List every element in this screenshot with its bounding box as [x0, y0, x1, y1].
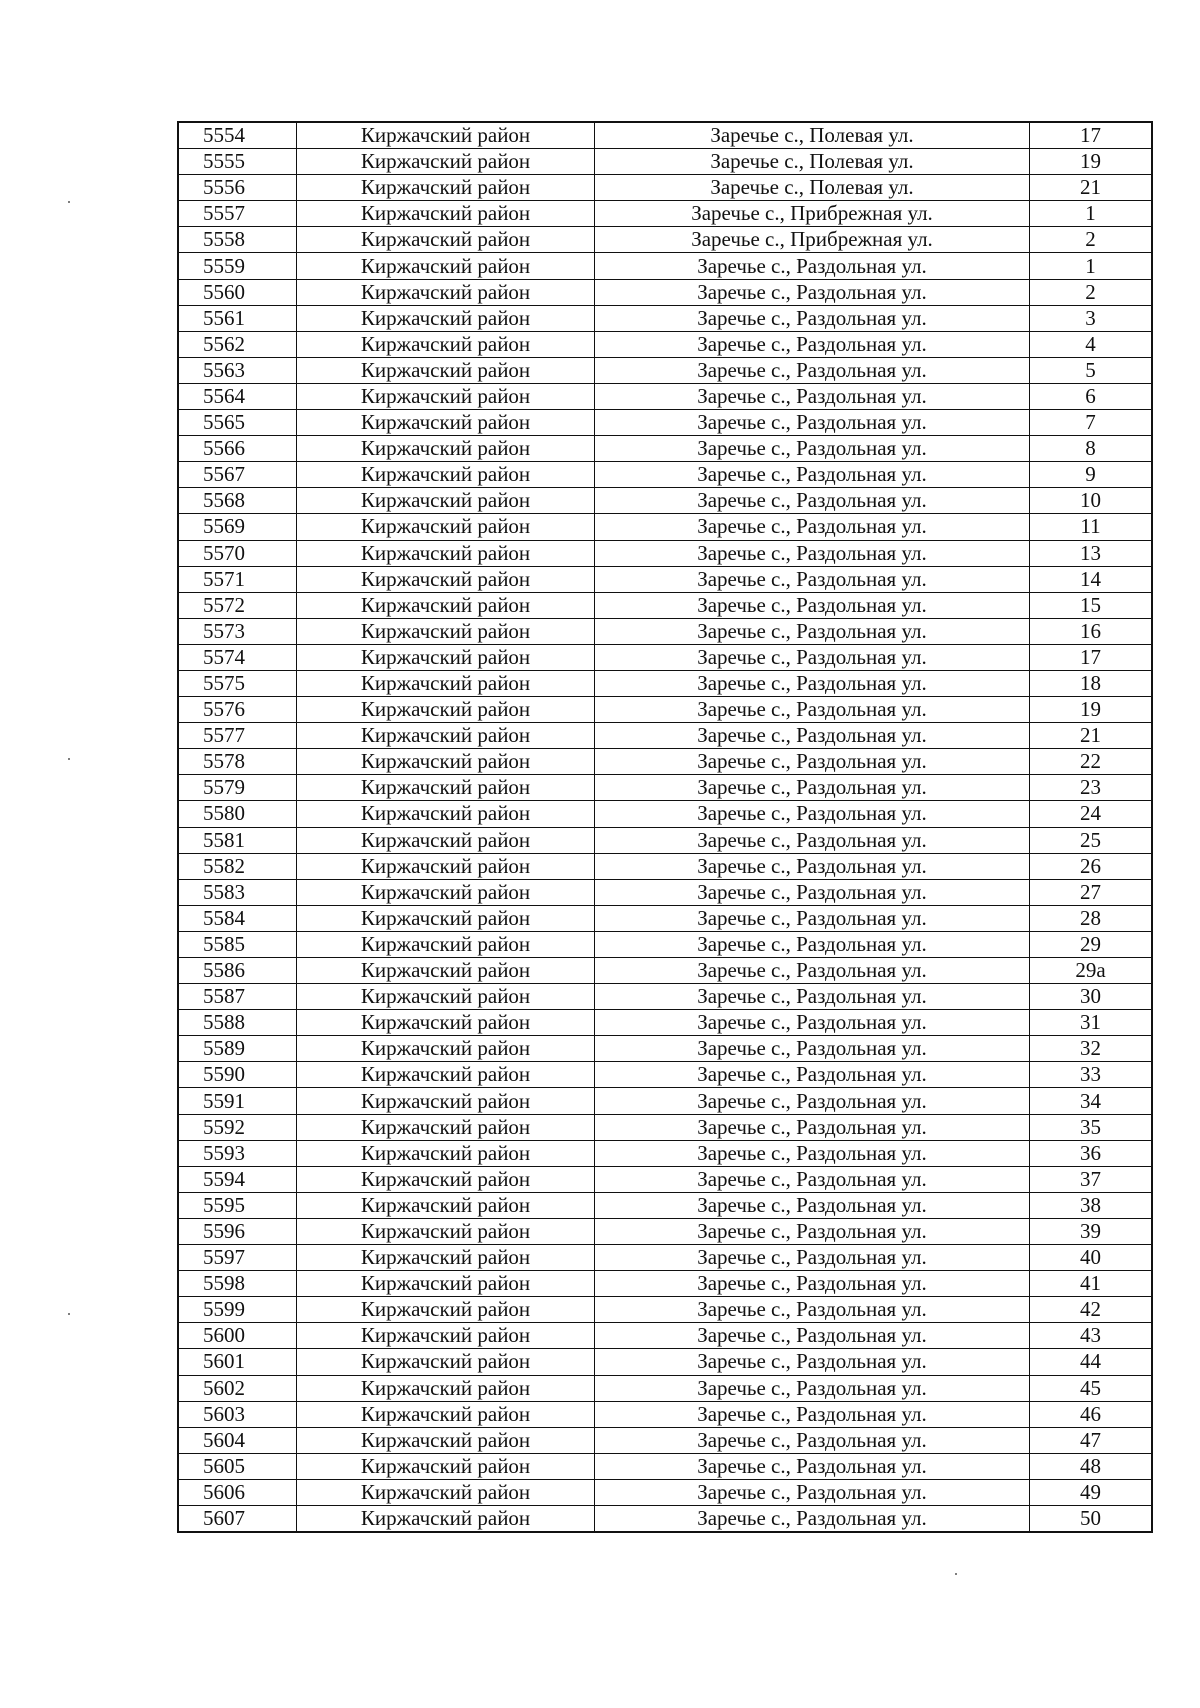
table-row — [178, 1297, 1152, 1323]
district-cell: Киржачский район — [297, 1218, 595, 1244]
row-number-cell: 5577 — [178, 723, 297, 749]
house-number-cell: 43 — [1030, 1323, 1153, 1349]
table-row — [178, 566, 1152, 592]
house-number-cell: 17 — [1030, 644, 1153, 670]
table-row — [178, 670, 1152, 696]
district-cell: Киржачский район — [297, 1375, 595, 1401]
row-number-cell: 5559 — [178, 253, 297, 279]
address-cell: Заречье с., Раздольная ул. — [595, 1297, 1030, 1323]
house-number-cell: 22 — [1030, 749, 1153, 775]
house-number-cell: 49 — [1030, 1479, 1153, 1505]
house-number-cell: 3 — [1030, 305, 1153, 331]
house-number-cell: 28 — [1030, 905, 1153, 931]
address-cell: Заречье с., Раздольная ул. — [595, 592, 1030, 618]
address-cell: Заречье с., Раздольная ул. — [595, 931, 1030, 957]
district-cell: Киржачский район — [297, 253, 595, 279]
house-number-cell: 21 — [1030, 175, 1153, 201]
address-cell: Заречье с., Полевая ул. — [595, 175, 1030, 201]
address-cell: Заречье с., Раздольная ул. — [595, 958, 1030, 984]
table-row — [178, 749, 1152, 775]
row-number-cell: 5591 — [178, 1088, 297, 1114]
row-number-cell: 5587 — [178, 984, 297, 1010]
district-cell: Киржачский район — [297, 801, 595, 827]
table-row — [178, 984, 1152, 1010]
house-number-cell: 19 — [1030, 149, 1153, 175]
row-number-cell: 5561 — [178, 305, 297, 331]
house-number-cell: 8 — [1030, 436, 1153, 462]
table-row — [178, 1036, 1152, 1062]
address-cell: Заречье с., Раздольная ул. — [595, 1010, 1030, 1036]
house-number-cell: 29а — [1030, 958, 1153, 984]
district-cell: Киржачский район — [297, 1036, 595, 1062]
table-row — [178, 1505, 1152, 1532]
house-number-cell: 48 — [1030, 1453, 1153, 1479]
house-number-cell: 45 — [1030, 1375, 1153, 1401]
table-row — [178, 1427, 1152, 1453]
row-number-cell: 5580 — [178, 801, 297, 827]
house-number-cell: 33 — [1030, 1062, 1153, 1088]
table-row — [178, 1323, 1152, 1349]
district-cell: Киржачский район — [297, 175, 595, 201]
row-number-cell: 5578 — [178, 749, 297, 775]
address-cell: Заречье с., Раздольная ул. — [595, 514, 1030, 540]
district-cell: Киржачский район — [297, 201, 595, 227]
district-cell: Киржачский район — [297, 1427, 595, 1453]
house-number-cell: 15 — [1030, 592, 1153, 618]
table-row — [178, 723, 1152, 749]
house-number-cell: 9 — [1030, 462, 1153, 488]
table-row — [178, 279, 1152, 305]
table-row — [178, 1114, 1152, 1140]
house-number-cell: 10 — [1030, 488, 1153, 514]
row-number-cell: 5573 — [178, 618, 297, 644]
address-cell: Заречье с., Раздольная ул. — [595, 1192, 1030, 1218]
district-cell: Киржачский район — [297, 879, 595, 905]
address-cell: Заречье с., Раздольная ул. — [595, 984, 1030, 1010]
house-number-cell: 35 — [1030, 1114, 1153, 1140]
address-table — [177, 121, 1153, 1533]
table-row — [178, 175, 1152, 201]
row-number-cell: 5579 — [178, 775, 297, 801]
house-number-cell: 32 — [1030, 1036, 1153, 1062]
scan-speck — [68, 1313, 70, 1315]
row-number-cell: 5586 — [178, 958, 297, 984]
district-cell: Киржачский район — [297, 1505, 595, 1532]
district-cell: Киржачский район — [297, 984, 595, 1010]
house-number-cell: 21 — [1030, 723, 1153, 749]
table-row — [178, 905, 1152, 931]
address-cell: Заречье с., Раздольная ул. — [595, 1375, 1030, 1401]
table-row — [178, 1349, 1152, 1375]
district-cell: Киржачский район — [297, 305, 595, 331]
table-row — [178, 462, 1152, 488]
district-cell: Киржачский район — [297, 331, 595, 357]
house-number-cell: 5 — [1030, 357, 1153, 383]
district-cell: Киржачский район — [297, 644, 595, 670]
address-cell: Заречье с., Раздольная ул. — [595, 305, 1030, 331]
district-cell: Киржачский район — [297, 1323, 595, 1349]
house-number-cell: 16 — [1030, 618, 1153, 644]
row-number-cell: 5604 — [178, 1427, 297, 1453]
district-cell: Киржачский район — [297, 383, 595, 409]
address-cell: Заречье с., Раздольная ул. — [595, 1166, 1030, 1192]
house-number-cell: 50 — [1030, 1505, 1153, 1532]
row-number-cell: 5571 — [178, 566, 297, 592]
address-cell: Заречье с., Полевая ул. — [595, 149, 1030, 175]
address-cell: Заречье с., Раздольная ул. — [595, 1245, 1030, 1271]
table-row — [178, 853, 1152, 879]
row-number-cell: 5557 — [178, 201, 297, 227]
row-number-cell: 5607 — [178, 1505, 297, 1532]
address-cell: Заречье с., Раздольная ул. — [595, 1401, 1030, 1427]
district-cell: Киржачский район — [297, 1245, 595, 1271]
house-number-cell: 6 — [1030, 383, 1153, 409]
house-number-cell: 23 — [1030, 775, 1153, 801]
row-number-cell: 5606 — [178, 1479, 297, 1505]
table-row — [178, 592, 1152, 618]
house-number-cell: 36 — [1030, 1140, 1153, 1166]
house-number-cell: 44 — [1030, 1349, 1153, 1375]
house-number-cell: 29 — [1030, 931, 1153, 957]
district-cell: Киржачский район — [297, 749, 595, 775]
table-row — [178, 931, 1152, 957]
table-row — [178, 1140, 1152, 1166]
table-row — [178, 1375, 1152, 1401]
house-number-cell: 25 — [1030, 827, 1153, 853]
row-number-cell: 5556 — [178, 175, 297, 201]
row-number-cell: 5576 — [178, 697, 297, 723]
row-number-cell: 5562 — [178, 331, 297, 357]
address-cell: Заречье с., Раздольная ул. — [595, 1114, 1030, 1140]
address-cell: Заречье с., Полевая ул. — [595, 122, 1030, 149]
house-number-cell: 18 — [1030, 670, 1153, 696]
address-cell: Заречье с., Раздольная ул. — [595, 775, 1030, 801]
row-number-cell: 5601 — [178, 1349, 297, 1375]
scan-speck — [68, 758, 70, 760]
table-row — [178, 1218, 1152, 1244]
row-number-cell: 5583 — [178, 879, 297, 905]
district-cell: Киржачский район — [297, 1349, 595, 1375]
address-cell: Заречье с., Раздольная ул. — [595, 1218, 1030, 1244]
table-row — [178, 1245, 1152, 1271]
table-row — [178, 1062, 1152, 1088]
district-cell: Киржачский район — [297, 410, 595, 436]
address-cell: Заречье с., Раздольная ул. — [595, 879, 1030, 905]
address-cell: Заречье с., Раздольная ул. — [595, 827, 1030, 853]
row-number-cell: 5568 — [178, 488, 297, 514]
address-cell: Заречье с., Раздольная ул. — [595, 566, 1030, 592]
address-cell: Заречье с., Раздольная ул. — [595, 1140, 1030, 1166]
row-number-cell: 5592 — [178, 1114, 297, 1140]
address-cell: Заречье с., Раздольная ул. — [595, 905, 1030, 931]
table-row — [178, 514, 1152, 540]
district-cell: Киржачский район — [297, 1062, 595, 1088]
address-cell: Заречье с., Раздольная ул. — [595, 618, 1030, 644]
house-number-cell: 1 — [1030, 253, 1153, 279]
address-cell: Заречье с., Раздольная ул. — [595, 1427, 1030, 1453]
district-cell: Киржачский район — [297, 1297, 595, 1323]
row-number-cell: 5582 — [178, 853, 297, 879]
address-cell: Заречье с., Раздольная ул. — [595, 1036, 1030, 1062]
row-number-cell: 5597 — [178, 1245, 297, 1271]
table-row — [178, 644, 1152, 670]
address-cell: Заречье с., Раздольная ул. — [595, 331, 1030, 357]
address-cell: Заречье с., Раздольная ул. — [595, 670, 1030, 696]
house-number-cell: 2 — [1030, 227, 1153, 253]
district-cell: Киржачский район — [297, 1114, 595, 1140]
row-number-cell: 5574 — [178, 644, 297, 670]
house-number-cell: 19 — [1030, 697, 1153, 723]
district-cell: Киржачский район — [297, 1166, 595, 1192]
row-number-cell: 5558 — [178, 227, 297, 253]
address-cell: Заречье с., Прибрежная ул. — [595, 201, 1030, 227]
table-row — [178, 305, 1152, 331]
house-number-cell: 40 — [1030, 1245, 1153, 1271]
address-cell: Заречье с., Раздольная ул. — [595, 1479, 1030, 1505]
table-row — [178, 253, 1152, 279]
table-row — [178, 227, 1152, 253]
house-number-cell: 37 — [1030, 1166, 1153, 1192]
district-cell: Киржачский район — [297, 462, 595, 488]
district-cell: Киржачский район — [297, 488, 595, 514]
district-cell: Киржачский район — [297, 827, 595, 853]
table-row — [178, 540, 1152, 566]
row-number-cell: 5555 — [178, 149, 297, 175]
address-cell: Заречье с., Раздольная ул. — [595, 488, 1030, 514]
row-number-cell: 5567 — [178, 462, 297, 488]
table-row — [178, 383, 1152, 409]
row-number-cell: 5594 — [178, 1166, 297, 1192]
house-number-cell: 27 — [1030, 879, 1153, 905]
house-number-cell: 7 — [1030, 410, 1153, 436]
row-number-cell: 5593 — [178, 1140, 297, 1166]
house-number-cell: 31 — [1030, 1010, 1153, 1036]
house-number-cell: 4 — [1030, 331, 1153, 357]
district-cell: Киржачский район — [297, 1401, 595, 1427]
address-cell: Заречье с., Раздольная ул. — [595, 383, 1030, 409]
district-cell: Киржачский район — [297, 1453, 595, 1479]
table-row — [178, 1271, 1152, 1297]
table-row — [178, 331, 1152, 357]
table-row — [178, 357, 1152, 383]
table-row — [178, 201, 1152, 227]
table-row — [178, 149, 1152, 175]
address-cell: Заречье с., Раздольная ул. — [595, 462, 1030, 488]
table-row — [178, 879, 1152, 905]
district-cell: Киржачский район — [297, 905, 595, 931]
district-cell: Киржачский район — [297, 357, 595, 383]
house-number-cell: 34 — [1030, 1088, 1153, 1114]
district-cell: Киржачский район — [297, 149, 595, 175]
address-cell: Заречье с., Раздольная ул. — [595, 853, 1030, 879]
address-cell: Заречье с., Раздольная ул. — [595, 644, 1030, 670]
scan-speck — [955, 1573, 957, 1575]
row-number-cell: 5564 — [178, 383, 297, 409]
row-number-cell: 5563 — [178, 357, 297, 383]
district-cell: Киржачский район — [297, 1271, 595, 1297]
row-number-cell: 5575 — [178, 670, 297, 696]
district-cell: Киржачский район — [297, 1479, 595, 1505]
row-number-cell: 5554 — [178, 122, 297, 149]
house-number-cell: 13 — [1030, 540, 1153, 566]
district-cell: Киржачский район — [297, 931, 595, 957]
house-number-cell: 11 — [1030, 514, 1153, 540]
table-row — [178, 1401, 1152, 1427]
row-number-cell: 5590 — [178, 1062, 297, 1088]
table-row — [178, 1088, 1152, 1114]
address-cell: Заречье с., Раздольная ул. — [595, 436, 1030, 462]
row-number-cell: 5595 — [178, 1192, 297, 1218]
address-cell: Заречье с., Раздольная ул. — [595, 1453, 1030, 1479]
house-number-cell: 14 — [1030, 566, 1153, 592]
district-cell: Киржачский район — [297, 540, 595, 566]
row-number-cell: 5566 — [178, 436, 297, 462]
table-row — [178, 618, 1152, 644]
table-row — [178, 1166, 1152, 1192]
house-number-cell: 39 — [1030, 1218, 1153, 1244]
table-row — [178, 1453, 1152, 1479]
row-number-cell: 5603 — [178, 1401, 297, 1427]
row-number-cell: 5596 — [178, 1218, 297, 1244]
row-number-cell: 5565 — [178, 410, 297, 436]
row-number-cell: 5581 — [178, 827, 297, 853]
house-number-cell: 30 — [1030, 984, 1153, 1010]
row-number-cell: 5588 — [178, 1010, 297, 1036]
district-cell: Киржачский район — [297, 697, 595, 723]
table-row — [178, 827, 1152, 853]
address-cell: Заречье с., Раздольная ул. — [595, 801, 1030, 827]
address-cell: Заречье с., Раздольная ул. — [595, 540, 1030, 566]
table-row — [178, 801, 1152, 827]
address-cell: Заречье с., Раздольная ул. — [595, 253, 1030, 279]
house-number-cell: 26 — [1030, 853, 1153, 879]
district-cell: Киржачский район — [297, 566, 595, 592]
house-number-cell: 1 — [1030, 201, 1153, 227]
address-cell: Заречье с., Раздольная ул. — [595, 1271, 1030, 1297]
district-cell: Киржачский район — [297, 1140, 595, 1166]
table-row — [178, 958, 1152, 984]
table-row — [178, 775, 1152, 801]
district-cell: Киржачский район — [297, 122, 595, 149]
row-number-cell: 5569 — [178, 514, 297, 540]
district-cell: Киржачский район — [297, 1088, 595, 1114]
district-cell: Киржачский район — [297, 279, 595, 305]
row-number-cell: 5589 — [178, 1036, 297, 1062]
district-cell: Киржачский район — [297, 775, 595, 801]
row-number-cell: 5585 — [178, 931, 297, 957]
table-row — [178, 410, 1152, 436]
district-cell: Киржачский район — [297, 618, 595, 644]
table-row — [178, 436, 1152, 462]
row-number-cell: 5602 — [178, 1375, 297, 1401]
table-row — [178, 1192, 1152, 1218]
row-number-cell: 5570 — [178, 540, 297, 566]
house-number-cell: 41 — [1030, 1271, 1153, 1297]
district-cell: Киржачский район — [297, 853, 595, 879]
house-number-cell: 2 — [1030, 279, 1153, 305]
house-number-cell: 24 — [1030, 801, 1153, 827]
house-number-cell: 38 — [1030, 1192, 1153, 1218]
house-number-cell: 17 — [1030, 122, 1153, 149]
district-cell: Киржачский район — [297, 592, 595, 618]
district-cell: Киржачский район — [297, 670, 595, 696]
house-number-cell: 46 — [1030, 1401, 1153, 1427]
address-cell: Заречье с., Раздольная ул. — [595, 279, 1030, 305]
house-number-cell: 42 — [1030, 1297, 1153, 1323]
house-number-cell: 47 — [1030, 1427, 1153, 1453]
district-cell: Киржачский район — [297, 1192, 595, 1218]
row-number-cell: 5560 — [178, 279, 297, 305]
address-cell: Заречье с., Прибрежная ул. — [595, 227, 1030, 253]
address-cell: Заречье с., Раздольная ул. — [595, 357, 1030, 383]
table-row — [178, 1479, 1152, 1505]
district-cell: Киржачский район — [297, 1010, 595, 1036]
table-row — [178, 488, 1152, 514]
district-cell: Киржачский район — [297, 958, 595, 984]
address-cell: Заречье с., Раздольная ул. — [595, 410, 1030, 436]
address-cell: Заречье с., Раздольная ул. — [595, 1323, 1030, 1349]
address-cell: Заречье с., Раздольная ул. — [595, 1505, 1030, 1532]
row-number-cell: 5605 — [178, 1453, 297, 1479]
district-cell: Киржачский район — [297, 227, 595, 253]
table-row — [178, 1010, 1152, 1036]
district-cell: Киржачский район — [297, 514, 595, 540]
table-row — [178, 697, 1152, 723]
row-number-cell: 5599 — [178, 1297, 297, 1323]
address-cell: Заречье с., Раздольная ул. — [595, 749, 1030, 775]
address-cell: Заречье с., Раздольная ул. — [595, 1088, 1030, 1114]
table-row — [178, 122, 1152, 149]
district-cell: Киржачский район — [297, 436, 595, 462]
row-number-cell: 5572 — [178, 592, 297, 618]
address-cell: Заречье с., Раздольная ул. — [595, 697, 1030, 723]
row-number-cell: 5600 — [178, 1323, 297, 1349]
address-table-body — [178, 122, 1152, 1532]
scan-speck — [68, 201, 70, 203]
address-cell: Заречье с., Раздольная ул. — [595, 1062, 1030, 1088]
district-cell: Киржачский район — [297, 723, 595, 749]
address-cell: Заречье с., Раздольная ул. — [595, 723, 1030, 749]
address-cell: Заречье с., Раздольная ул. — [595, 1349, 1030, 1375]
row-number-cell: 5584 — [178, 905, 297, 931]
row-number-cell: 5598 — [178, 1271, 297, 1297]
